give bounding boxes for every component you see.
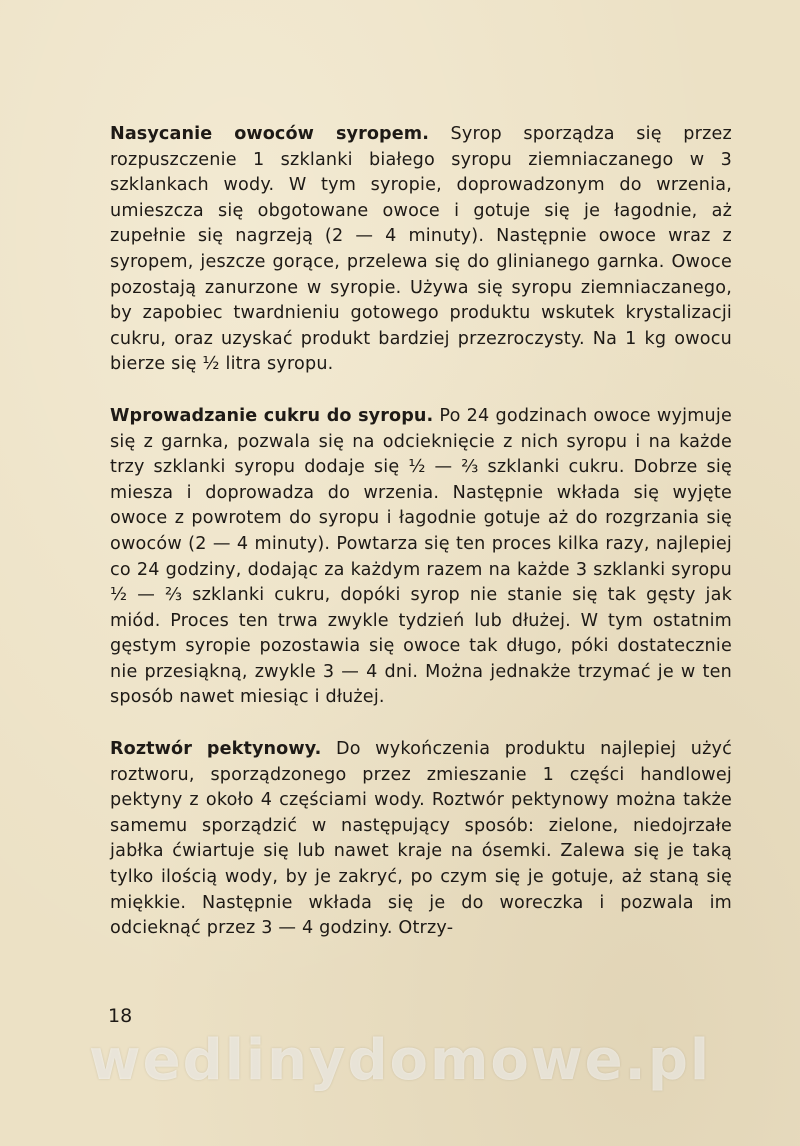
paragraph-heading: Nasycanie owoców syropem. (110, 124, 429, 144)
paragraph-heading: Roztwór pektynowy. (110, 739, 322, 760)
watermark: wedlinydomowe.pl (88, 1028, 712, 1093)
paragraph-heading: Wprowadzanie cukru do syropu. (110, 405, 434, 426)
paragraph-pectin-solution (110, 737, 732, 942)
page-number: 18 (108, 1005, 133, 1027)
paragraph-body: Do wykończenia produktu najlepiej użyć roztworu, sporządzonego przez zmieszanie 1 części handlowej pektyny z około 4 częściami wody. Roztwór pektynowy można także samemu sporządzić w następujący sposób: zielone, niedojrzałe jabłka ćwiartuje się lub nawet kraje na ósemki. Zalewa się je taką tylko ilością wody, by je zakryć, po czym się je gotuje, aż staną się miękkie. Następnie wkłada się je do woreczka i pozwala im odcieknąć przez 3 — 4 godziny. Otrzy- (110, 739, 732, 939)
paragraph-body: Syrop sporządza się przez rozpuszczenie 1 szklanki białego syropu ziemniaczanego w 3 szklankach wody. W tym syropie, doprowadzonym do wrzenia, umieszcza się obgotowane owoce i gotuje się je łagodnie, aż zupełnie się nagrzeją (2 — 4 minuty). Następnie owoce wraz z syropem, jeszcze gorące, przelewa się do glinianego garnka. Owoce pozostają zanurzone w syropie. Używa się syropu ziemniaczanego, by zapobiec twardnieniu gotowego produktu wskutek krystalizacji cukru, oraz uzyskać produkt bardziej przezroczysty. Na 1 kg owocu bierze się ½ litra syropu. (110, 124, 732, 375)
paragraph-syrup-saturation (110, 122, 732, 378)
paragraph-body: Po 24 godzinach owoce wyjmuje się z garnka, pozwala się na odcieknięcie z nich syropu i na każde trzy szklanki syropu dodaje się ½ — ⅔ szklanki cukru. Dobrze się miesza i doprowadza do wrzenia. Następnie wkłada się wyjęte owoce z powrotem do syropu i łagodnie gotuje aż do rozgrzania się owoców (2 — 4 minuty). Powtarza się ten proces kilka razy, najlepiej co 24 godziny, dodając za każdym razem na każde 3 szklanki syropu ½ — ⅔ szklanki cukru, dopóki syrop nie stanie się tak gęsty jak miód. Proces ten trwa zwykle tydzień lub dłużej. W tym ostatnim gęstym syropie pozostawia się owoce tak długo, póki dostatecznie nie przesiąkną, zwykle 3 — 4 dni. Można jednakże trzymać je w ten sposób nawet miesiąc i dłużej. (110, 405, 732, 708)
paragraph-sugar-introduction (110, 404, 732, 711)
text-column (110, 122, 732, 942)
